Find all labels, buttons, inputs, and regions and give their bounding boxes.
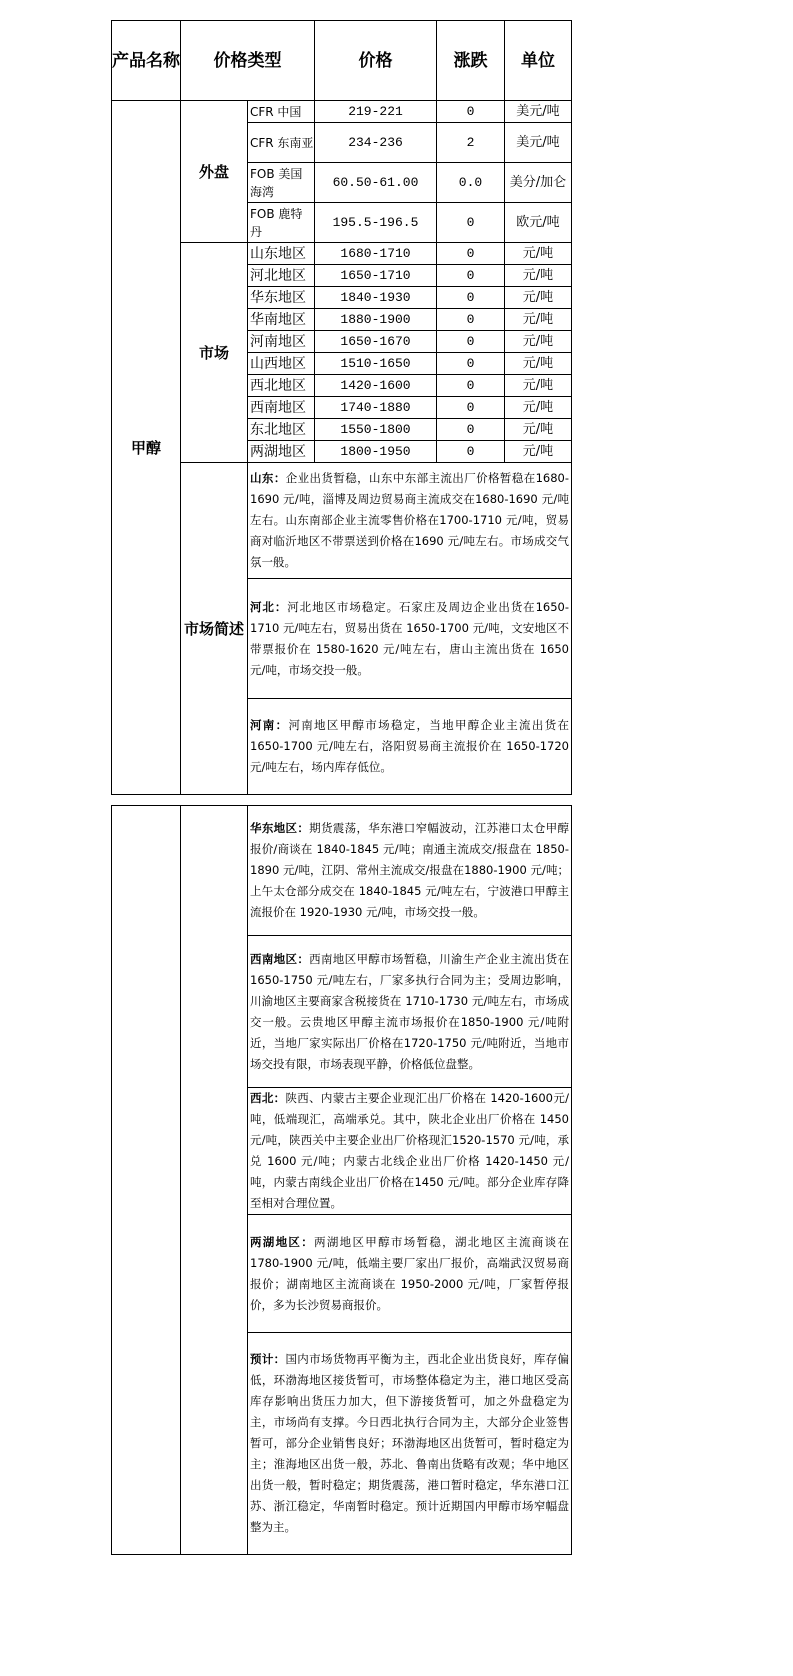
note-label: 河南 <box>250 718 276 732</box>
note-cell <box>248 463 572 579</box>
row-name: 两湖地区 <box>248 441 315 463</box>
row-price: 1510-1650 <box>315 353 437 375</box>
row-price: 1650-1710 <box>315 265 437 287</box>
row-price: 1550-1800 <box>315 419 437 441</box>
row-unit: 元/吨 <box>505 265 572 287</box>
row-change: 0 <box>437 203 505 243</box>
header-price-type: 价格类型 <box>181 21 315 101</box>
row-name: 东北地区 <box>248 419 315 441</box>
note-label: 华东地区 <box>250 821 298 835</box>
row-price: 1420-1600 <box>315 375 437 397</box>
note-label: 预计 <box>250 1352 274 1366</box>
row-name: 山西地区 <box>248 353 315 375</box>
row-price: 219-221 <box>315 101 437 123</box>
row-name: FOB 美国海湾 <box>248 163 315 203</box>
row-change: 0.0 <box>437 163 505 203</box>
row-change: 0 <box>437 265 505 287</box>
row-change: 0 <box>437 309 505 331</box>
row-name: 华东地区 <box>248 287 315 309</box>
note-cell <box>248 806 572 936</box>
row-unit: 元/吨 <box>505 441 572 463</box>
header-product-name: 产品名称 <box>112 21 181 101</box>
note-cell <box>248 1088 572 1215</box>
note-cell <box>248 936 572 1088</box>
row-price: 1680-1710 <box>315 243 437 265</box>
note-label: 山东 <box>250 471 274 485</box>
note-label-sep: ： <box>273 1352 286 1366</box>
price-table <box>111 20 572 795</box>
empty-product-cell <box>112 806 181 1555</box>
note-label: 西北 <box>250 1091 274 1105</box>
row-price: 1800-1950 <box>315 441 437 463</box>
group-outer: 外盘 <box>181 101 248 243</box>
header-unit: 单位 <box>505 21 572 101</box>
row-price: 234-236 <box>315 123 437 163</box>
note-label-sep: ： <box>297 821 310 835</box>
note-cell <box>248 579 572 699</box>
note-label-sep: ： <box>275 718 289 732</box>
note-label-sep: ： <box>297 951 310 966</box>
note-text: 两湖地区甲醇市场暂稳，湖北地区主流商谈在1780-1900 元/吨，低端主要厂家出厂报价，高端武汉贸易商报价；湖南地区主流商谈在 1950-2000 元/吨，厂家暂停报价，多为长沙贸易商报价。 <box>250 1234 569 1312</box>
row-unit: 美元/吨 <box>505 101 572 123</box>
note-label: 河北 <box>250 599 275 614</box>
note-cell <box>248 699 572 795</box>
note-text: 企业出货暂稳，山东中东部主流出厂价格暂稳在1680-1690 元/吨，淄博及周边贸易商主流成交在1680-1690 元/吨左右。山东南部企业主流零售价格在1700-1710 元/吨，贸易商对临沂地区不带票送到价格在1690 元/吨左右。市场成交气氛一般。 <box>250 471 570 569</box>
row-unit: 元/吨 <box>505 419 572 441</box>
note-text: 期货震荡，华东港口窄幅波动，江苏港口太仓甲醇报价/商谈在 1840-1845 元/吨；南通主流成交/报盘在 1850-1890 元/吨，江阴、常州主流成交/报盘在1880-1900 元/吨；上午太仓部分成交在 1840-1845 元/吨左右，宁波港口甲醇主流报价在 1920-1930 元/吨，市场交投一般。 <box>250 821 570 919</box>
empty-type-cell <box>181 806 248 1555</box>
row-unit: 元/吨 <box>505 397 572 419</box>
header-price: 价格 <box>315 21 437 101</box>
row-unit: 元/吨 <box>505 243 572 265</box>
note-label: 西南地区 <box>250 951 298 966</box>
row-price: 60.50-61.00 <box>315 163 437 203</box>
market-row <box>112 243 572 265</box>
group-market: 市场 <box>181 243 248 463</box>
row-unit: 元/吨 <box>505 375 572 397</box>
row-unit: 欧元/吨 <box>505 203 572 243</box>
row-name: FOB 鹿特丹 <box>248 203 315 243</box>
row-change: 0 <box>437 419 505 441</box>
note-text: 河南地区甲醇市场稳定，当地甲醇企业主流出货在1650-1700 元/吨左右，洛阳贸易商主流报价在 1650-1720 元/吨左右，场内库存低位。 <box>250 718 569 774</box>
summary-row <box>112 463 572 579</box>
row-unit: 元/吨 <box>505 309 572 331</box>
note-text: 河北地区市场稳定。石家庄及周边企业出货在1650-1710 元/吨左右，贸易出货在 1650-1700 元/吨，文安地区不带票报价在 1580-1620 元/吨左右，唐山主流出货在 1650 元/吨，市场交投一般。 <box>250 599 570 677</box>
row-unit: 元/吨 <box>505 353 572 375</box>
header-row <box>112 21 572 101</box>
row-name: 河北地区 <box>248 265 315 287</box>
header-change: 涨跌 <box>437 21 505 101</box>
note-label-sep: ： <box>301 1234 315 1249</box>
note-text: 西南地区甲醇市场暂稳，川渝生产企业主流出货在 1650-1750 元/吨左右，厂家多执行合同为主；受周边影响，川渝地区主要商家含税接货在 1710-1730 元/吨左右，市场成交一般。云贵地区甲醇主流市场报价在1850-1900 元/吨附近，当地厂家实际出厂价格在1720-1750 元/吨附近，当地市场交投有限，市场表现平静，价格低位盘整。 <box>250 951 570 1071</box>
row-change: 2 <box>437 123 505 163</box>
row-price: 1740-1880 <box>315 397 437 419</box>
note-cell <box>248 1215 572 1333</box>
row-price: 195.5-196.5 <box>315 203 437 243</box>
row-change: 0 <box>437 375 505 397</box>
row-change: 0 <box>437 101 505 123</box>
row-price: 1840-1930 <box>315 287 437 309</box>
row-name: 华南地区 <box>248 309 315 331</box>
row-unit: 元/吨 <box>505 287 572 309</box>
notes-table-continued <box>111 805 572 1555</box>
row-change: 0 <box>437 397 505 419</box>
note-cell <box>248 1333 572 1555</box>
outer-row <box>112 101 572 123</box>
row-unit: 元/吨 <box>505 331 572 353</box>
row-name: 西南地区 <box>248 397 315 419</box>
note-label: 两湖地区 <box>250 1234 302 1249</box>
row-change: 0 <box>437 353 505 375</box>
row-name: CFR 中国 <box>248 101 315 123</box>
row-change: 0 <box>437 287 505 309</box>
row-name: 山东地区 <box>248 243 315 265</box>
row-price: 1880-1900 <box>315 309 437 331</box>
row-change: 0 <box>437 441 505 463</box>
row-change: 0 <box>437 243 505 265</box>
row-change: 0 <box>437 331 505 353</box>
summary-row <box>112 806 572 936</box>
row-name: CFR 东南亚 <box>248 123 315 163</box>
note-label-sep: ： <box>273 1091 286 1105</box>
row-unit: 美元/吨 <box>505 123 572 163</box>
row-name: 河南地区 <box>248 331 315 353</box>
row-unit: 美分/加仑 <box>505 163 572 203</box>
row-name: 西北地区 <box>248 375 315 397</box>
note-text: 国内市场货物再平衡为主，西北企业出货良好，库存偏低，环渤海地区接货暂可，市场整体稳定为主，港口地区受高库存影响出货压力加大，但下游接货暂可，加之外盘稳定为主，市场尚有支撑。今日西北执行合同为主，大部分企业签售暂可，部分企业销售良好；环渤海地区出货暂可，暂时稳定为主；淮海地区出货一般，苏北、鲁南出货略有改观；华中地区出货一般，暂时稳定；期货震荡，港口暂时稳定，华东港口江苏、浙江稳定，华南暂时稳定。预计近期国内甲醇市场窄幅盘整为主。 <box>250 1352 570 1534</box>
product-cell: 甲醇 <box>112 101 181 795</box>
note-text: 陕西、内蒙古主要企业现汇出厂价格在 1420-1600元/吨，低端现汇，高端承兑。其中，陕北企业出厂价格在 1450 元/吨，陕西关中主要企业出厂价格现汇1520-1570 元/吨，承兑 1600 元/吨；内蒙古北线企业出厂价格 1420-1450 元/吨，内蒙古南线企业出厂价格在1450 元/吨。部分企业库存降至相对合理位置。 <box>250 1091 570 1210</box>
row-price: 1650-1670 <box>315 331 437 353</box>
group-summary: 市场简述 <box>181 463 248 795</box>
note-label-sep: ： <box>273 471 286 485</box>
note-label-sep: ： <box>274 599 288 614</box>
